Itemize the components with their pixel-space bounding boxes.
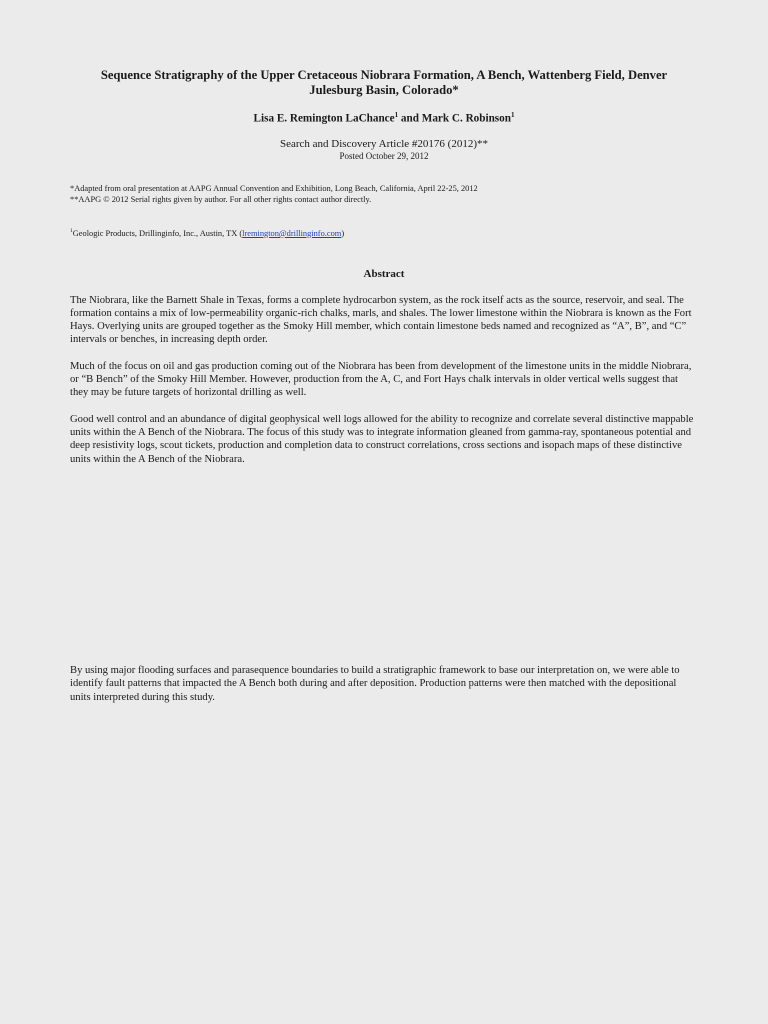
abstract-paragraph: By using major flooding surfaces and parasequence boundaries to build a stratigraphic framework to base our interpretation on, we were able to identify fault patterns that impacted the A Bench both during and after deposition. Production patterns were then matched with the depositional units interpreted during this study. <box>70 665 680 703</box>
posted-date: Posted October 29, 2012 <box>339 150 429 161</box>
affiliation-marker: 1 <box>394 111 399 119</box>
email-link[interactable]: lremington@drillinginfo.com <box>242 228 342 238</box>
footnote-adapted: *Adapted from oral presentation at AAPG Annual Convention and Exhibition, Long Beach, California, April 22-25, 2012 <box>70 183 478 193</box>
author-name: Mark C. Robinson <box>421 112 511 125</box>
affiliation <box>70 226 698 239</box>
author-line <box>70 111 698 125</box>
footnotes <box>70 183 698 205</box>
affiliation-text: Geologic Products, Drillinginfo, Inc., Austin, TX ( <box>72 228 243 238</box>
affiliation-marker: 1 <box>70 227 73 234</box>
abstract-heading: Abstract <box>363 267 405 280</box>
affiliation-close: ) <box>341 228 345 238</box>
affiliation-marker: 1 <box>510 111 515 119</box>
author-connector: and <box>398 112 422 125</box>
author-name: Lisa E. Remington LaChance <box>253 112 395 125</box>
paper-title: Sequence Stratigraphy of the Upper Cretaceous Niobrara Formation, A Bench, Wattenberg Field, Denver Julesburg Basin, Colorado* <box>100 68 668 97</box>
article-number: Search and Discovery Article #20176 (2012)** <box>279 137 489 150</box>
abstract-paragraph: The Niobrara, like the Barnett Shale in Texas, forms a complete hydrocarbon system, as the rock itself acts as the source, reservoir, and seal. The formation contains a mix of low-permeability organic-rich chalks, marls, and shales. The lower limestone within the Niobrara is known as the Fort Hays. Overlying units are grouped together as the Smoky Hill member, which contain limestone beds named and recognized as “A”, B”, and “C” intervals or benches, in increasing depth order. <box>70 294 692 346</box>
abstract-paragraph: Good well control and an abundance of digital geophysical well logs allowed for the ability to recognize and correlate several distinctive mappable units within the A Bench of the Niobrara. The focus of this study was to integrate information gleaned from gamma-ray, spontaneous potential and deep resistivity logs, scout tickets, production and completion data to construct correlations, cross sections and isopach maps of these distinctive units within the A Bench of the Niobrara. <box>70 413 694 465</box>
abstract-paragraph: Much of the focus on oil and gas production coming out of the Niobrara has been from development of the limestone units in the middle Niobrara, or “B Bench” of the Smoky Hill Member. However, production from the A, C, and Fort Hays chalk intervals in older vertical wells suggest that they may be future targets of horizontal drilling as well. <box>70 360 692 399</box>
footnote-copyright: **AAPG © 2012 Serial rights given by author. For all other rights contact author directly. <box>70 194 372 204</box>
